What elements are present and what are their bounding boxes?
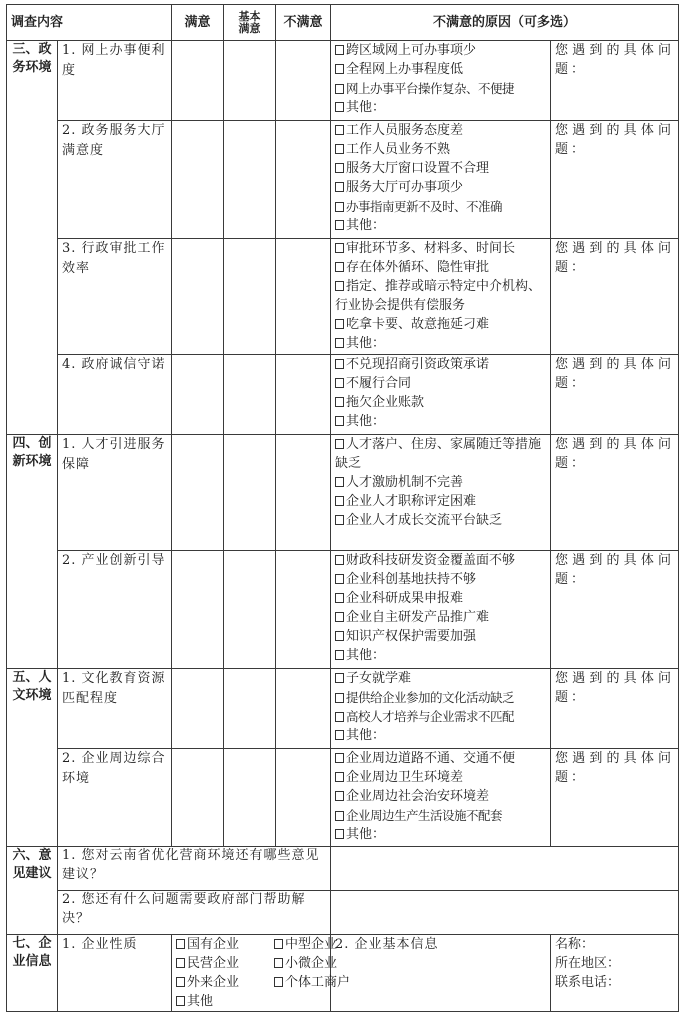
checkbox-icon[interactable] (335, 144, 344, 154)
reason-option[interactable]: 其他： (335, 98, 546, 117)
reason-option[interactable]: 不履行合同 (335, 374, 546, 393)
checkbox-icon[interactable] (335, 829, 344, 839)
checkbox-icon[interactable] (335, 359, 344, 369)
unsatisfied-cell[interactable] (276, 41, 331, 121)
checkbox-icon[interactable] (335, 753, 344, 763)
reason-option[interactable]: 人才激励机制不完善 (335, 473, 546, 492)
reason-list (331, 551, 551, 669)
reason-option[interactable]: 财政科技研发资金覆盖面不够 (335, 551, 546, 570)
reason-option[interactable]: 指定、推荐或暗示特定中介机构、行业协会提供有偿服务 (335, 279, 542, 313)
company-name-field[interactable]: 名称： (555, 937, 595, 952)
unsatisfied-cell[interactable] (276, 669, 331, 749)
satisfied-cell[interactable] (172, 239, 224, 355)
reason-option[interactable]: 工作人员服务态度差 (335, 121, 546, 140)
checkbox-icon[interactable] (335, 730, 344, 740)
table-row (7, 669, 679, 749)
table-row (7, 891, 679, 935)
item-name: 1. 网上办事便利度 (58, 41, 172, 121)
reason-option[interactable]: 企业周边卫生环境差 (335, 768, 546, 787)
table-row (7, 435, 679, 551)
reason-option[interactable]: 其他： (335, 726, 546, 745)
unsatisfied-cell[interactable] (276, 749, 331, 847)
reason-option[interactable]: 其他： (335, 216, 546, 235)
reason-option[interactable]: 办事指南更新不及时、不准确 (335, 197, 546, 216)
enterprise-option[interactable]: 个体工商户 (274, 973, 374, 992)
table-row (7, 41, 679, 121)
item-name: 4. 政府诚信守诺 (58, 355, 172, 435)
checkbox-icon[interactable] (335, 125, 344, 135)
reason-option[interactable]: 其他： (335, 646, 546, 665)
basic-satisfied-cell[interactable] (224, 551, 276, 669)
checkbox-icon[interactable] (335, 555, 344, 565)
table-row (7, 239, 679, 355)
satisfied-cell[interactable] (172, 551, 224, 669)
header-content: 调查内容 (7, 5, 172, 41)
header-unsatisfied: 不满意 (276, 5, 331, 41)
basic-satisfied-cell[interactable] (224, 41, 276, 121)
item-name: 1. 文化教育资源匹配程度 (58, 669, 172, 749)
unsatisfied-cell[interactable] (276, 551, 331, 669)
problem-field[interactable]: 您遇到的具体问题： (551, 669, 679, 749)
checkbox-icon[interactable] (335, 693, 344, 703)
checkbox-icon[interactable] (176, 977, 185, 987)
unsatisfied-cell[interactable] (276, 121, 331, 239)
basic-satisfied-cell[interactable] (224, 669, 276, 749)
item-name: 2. 企业周边综合环境 (58, 749, 172, 847)
checkbox-icon[interactable] (335, 202, 344, 212)
checkbox-icon[interactable] (274, 977, 283, 987)
checkbox-icon[interactable] (335, 477, 344, 487)
suggestion-answer-field[interactable] (331, 847, 679, 891)
table-row (7, 355, 679, 435)
problem-field[interactable]: 您遇到的具体问题： (551, 41, 679, 121)
reason-option[interactable]: 企业周边道路不通、交通不便 (335, 749, 546, 768)
region-field[interactable]: 所在地区： (555, 956, 621, 971)
section-title-biz: 七、企业信息 (7, 935, 58, 1012)
checkbox-icon[interactable] (335, 378, 344, 388)
checkbox-icon[interactable] (335, 338, 344, 348)
checkbox-icon[interactable] (335, 243, 344, 253)
checkbox-icon[interactable] (335, 262, 344, 272)
checkbox-icon[interactable] (335, 612, 344, 622)
reason-option[interactable]: 企业自主研发产品推广难 (335, 608, 546, 627)
reason-option[interactable]: 企业科研成果申报难 (335, 589, 546, 608)
item-name: 1. 人才引进服务保障 (58, 435, 172, 551)
checkbox-icon[interactable] (335, 182, 344, 192)
enterprise-option[interactable]: 外来企业 (176, 973, 274, 992)
satisfied-cell[interactable] (172, 355, 224, 435)
reason-option[interactable]: 吃拿卡要、故意拖延刁难 (335, 315, 546, 334)
reason-option[interactable]: 拖欠企业账款 (335, 393, 546, 412)
checkbox-icon[interactable] (335, 593, 344, 603)
survey-table (6, 4, 679, 1012)
satisfied-cell[interactable] (172, 749, 224, 847)
checkbox-icon[interactable] (335, 439, 344, 449)
enterprise-option[interactable]: 民营企业 (176, 954, 274, 973)
reason-list (331, 355, 551, 435)
satisfied-cell[interactable] (172, 435, 224, 551)
header-reasons: 不满意的原因（可多选） (331, 5, 679, 41)
section-title-gov: 三、政务环境 (7, 41, 58, 435)
section-title-suggest: 六、意见建议 (7, 847, 58, 935)
checkbox-icon[interactable] (335, 650, 344, 660)
checkbox-icon[interactable] (335, 496, 344, 506)
enterprise-option[interactable]: 其他 (176, 992, 274, 1011)
problem-field[interactable]: 您遇到的具体问题： (551, 435, 679, 551)
satisfied-cell[interactable] (172, 669, 224, 749)
checkbox-icon[interactable] (335, 574, 344, 584)
checkbox-icon[interactable] (176, 939, 185, 949)
reason-option[interactable]: 网上办事平台操作复杂、不便捷 (335, 79, 546, 98)
reason-list (331, 41, 551, 121)
help-answer-field[interactable] (331, 891, 679, 935)
reason-option[interactable]: 高校人才培养与企业需求不匹配 (335, 707, 546, 726)
checkbox-icon[interactable] (335, 772, 344, 782)
unsatisfied-cell[interactable] (276, 239, 331, 355)
header-row (7, 5, 679, 41)
checkbox-icon[interactable] (335, 163, 344, 173)
table-row (7, 749, 679, 847)
table-row (7, 121, 679, 239)
reason-option[interactable]: 全程网上办事程度低 (335, 60, 546, 79)
enterprise-nature-label: 1. 企业性质 (58, 935, 172, 1012)
reason-option[interactable]: 其他： (335, 825, 546, 844)
enterprise-option[interactable]: 小微企业 (274, 954, 374, 973)
checkbox-icon[interactable] (335, 631, 344, 641)
reason-option[interactable]: 工作人员业务不熟 (335, 140, 546, 159)
checkbox-icon[interactable] (335, 64, 344, 74)
reason-option[interactable]: 存在体外循环、隐性审批 (335, 258, 546, 277)
reason-option[interactable]: 企业人才成长交流平台缺乏 (335, 511, 546, 530)
reason-option[interactable]: 其他： (335, 412, 546, 431)
basic-satisfied-cell[interactable] (224, 121, 276, 239)
reason-option[interactable]: 提供给企业参加的文化活动缺乏 (335, 688, 546, 707)
reason-option[interactable]: 知识产权保护需要加强 (335, 627, 546, 646)
checkbox-icon[interactable] (335, 515, 344, 525)
reason-option[interactable]: 子女就学难 (335, 669, 546, 688)
reason-option[interactable]: 其他： (335, 334, 546, 353)
checkbox-icon[interactable] (335, 416, 344, 426)
checkbox-icon[interactable] (335, 791, 344, 801)
suggestion-question: 1. 您对云南省优化营商环境还有哪些意见建议？ (58, 847, 331, 891)
header-basic-satisfied: 基本 满意 (224, 5, 276, 41)
reason-option[interactable]: 跨区域网上可办事项少 (335, 41, 546, 60)
reason-option[interactable]: 企业周边社会治安环境差 (335, 787, 546, 806)
basic-satisfied-cell[interactable] (224, 239, 276, 355)
header-satisfied: 满意 (172, 5, 224, 41)
basic-satisfied-cell[interactable] (224, 435, 276, 551)
checkbox-icon[interactable] (176, 996, 185, 1006)
checkbox-icon[interactable] (335, 319, 344, 329)
reason-list (331, 239, 551, 355)
reason-option[interactable]: 企业周边生产生活设施不配套 (335, 806, 546, 825)
problem-field[interactable]: 您遇到的具体问题： (551, 749, 679, 847)
reason-list (331, 435, 551, 551)
unsatisfied-cell[interactable] (276, 355, 331, 435)
reason-list (331, 121, 551, 239)
enterprise-basic-info-label: 2. 企业基本信息 (331, 935, 551, 1012)
problem-field[interactable]: 您遇到的具体问题： (551, 355, 679, 435)
problem-field[interactable]: 您遇到的具体问题： (551, 239, 679, 355)
checkbox-icon[interactable] (335, 102, 344, 112)
item-name: 3. 行政审批工作效率 (58, 239, 172, 355)
enterprise-option[interactable]: 国有企业 (176, 935, 274, 954)
item-name: 2. 产业创新引导 (58, 551, 172, 669)
checkbox-icon[interactable] (335, 220, 344, 230)
reason-list (331, 749, 551, 847)
checkbox-icon[interactable] (335, 673, 344, 683)
problem-field[interactable]: 您遇到的具体问题： (551, 551, 679, 669)
checkbox-icon[interactable] (274, 939, 283, 949)
enterprise-option[interactable]: 中型企业 (274, 935, 374, 954)
basic-satisfied-cell[interactable] (224, 355, 276, 435)
reason-option[interactable]: 审批环节多、材料多、时间长 (335, 239, 546, 258)
reason-option[interactable]: 企业人才职称评定困难 (335, 492, 546, 511)
item-name: 2. 政务服务大厅满意度 (58, 121, 172, 239)
basic-satisfied-cell[interactable] (224, 749, 276, 847)
help-question: 2. 您还有什么问题需要政府部门帮助解决？ (58, 891, 331, 935)
checkbox-icon[interactable] (335, 811, 344, 821)
checkbox-icon[interactable] (176, 958, 185, 968)
checkbox-icon[interactable] (335, 45, 344, 55)
table-row (7, 551, 679, 669)
reason-option[interactable]: 企业科创基地扶持不够 (335, 570, 546, 589)
reason-list (331, 669, 551, 749)
reason-option[interactable]: 服务大厅窗口设置不合理 (335, 159, 546, 178)
reason-option[interactable]: 不兑现招商引资政策承诺 (335, 355, 546, 374)
satisfied-cell[interactable] (172, 121, 224, 239)
section-title-culture: 五、人文环境 (7, 669, 58, 847)
checkbox-icon[interactable] (335, 84, 344, 94)
checkbox-icon[interactable] (335, 712, 344, 722)
section-title-innov: 四、创新环境 (7, 435, 58, 669)
checkbox-icon[interactable] (274, 958, 283, 968)
table-row (7, 847, 679, 891)
unsatisfied-cell[interactable] (276, 435, 331, 551)
reason-option[interactable]: 服务大厅可办事项少 (335, 178, 546, 197)
phone-field[interactable]: 联系电话： (555, 975, 621, 990)
checkbox-icon[interactable] (335, 397, 344, 407)
satisfied-cell[interactable] (172, 41, 224, 121)
problem-field[interactable]: 您遇到的具体问题： (551, 121, 679, 239)
reason-option[interactable]: 人才落户、住房、家属随迁等措施缺乏 (335, 437, 542, 471)
checkbox-icon[interactable] (335, 281, 344, 291)
